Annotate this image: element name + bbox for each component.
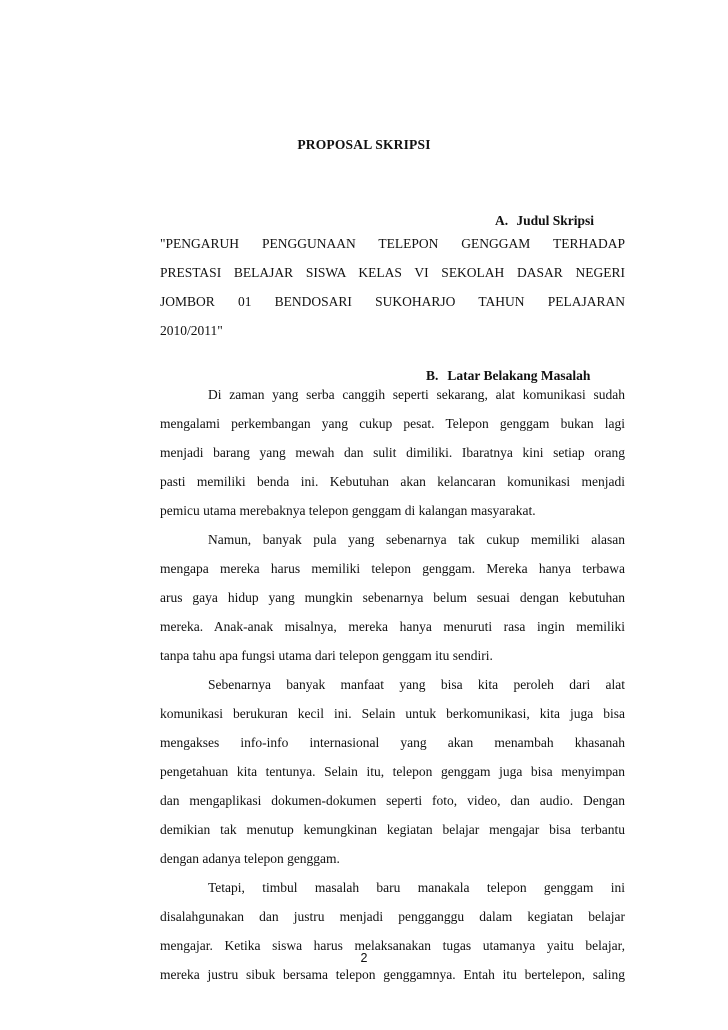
- paragraph-line: mengajar. Ketika siswa harus melaksanakan tugas utamanya yaitu belajar,: [160, 938, 625, 953]
- paragraph-line: Di zaman yang serba canggih seperti sekarang, alat komunikasi sudah: [208, 387, 625, 402]
- paragraph-line: komunikasi berukuran kecil ini. Selain untuk berkomunikasi, kita juga bisa: [160, 706, 625, 721]
- paragraph-line: menjadi barang yang mewah dan sulit dimiliki. Ibaratnya kini setiap orang: [160, 445, 625, 460]
- paragraph-line: pengetahuan kita tentunya. Selain itu, telepon genggam juga bisa menyimpan: [160, 764, 625, 779]
- paragraph-line: mereka. Anak-anak misalnya, mereka hanya menuruti rasa ingin memiliki: [160, 619, 625, 634]
- paragraph-line: dan mengaplikasi dokumen-dokumen seperti foto, video, dan audio. Dengan: [160, 793, 625, 808]
- thesis-title-line: "PENGARUH PENGGUNAAN TELEPON GENGGAM TERHADAP: [160, 236, 625, 251]
- body-text: [160, 380, 625, 989]
- page-title: PROPOSAL SKRIPSI: [297, 137, 431, 152]
- section-a-number: A.: [495, 213, 509, 228]
- paragraph-line: pasti memiliki benda ini. Kebutuhan akan kelancaran komunikasi menjadi: [160, 474, 625, 489]
- paragraph-line: tanpa tahu apa fungsi utama dari telepon genggam itu sendiri.: [160, 648, 493, 663]
- thesis-title-line: JOMBOR 01 BENDOSARI SUKOHARJO TAHUN PELAJARAN: [160, 294, 625, 309]
- thesis-title: [160, 229, 625, 345]
- paragraph-line: mengakses info-info internasional yang akan menambah khasanah: [160, 735, 625, 750]
- paragraph-line: Sebenarnya banyak manfaat yang bisa kita peroleh dari alat: [208, 677, 625, 692]
- section-a-title: Judul Skripsi: [516, 213, 595, 228]
- page-number: 2: [360, 951, 368, 965]
- paragraph-line: demikian tak menutup kemungkinan kegiatan belajar mengajar bisa terbantu: [160, 822, 625, 837]
- thesis-title-line: PRESTASI BELAJAR SISWA KELAS VI SEKOLAH DASAR NEGERI: [160, 265, 625, 280]
- paragraph-line: Tetapi, timbul masalah baru manakala telepon genggam ini: [208, 880, 625, 895]
- thesis-title-line: 2010/2011": [160, 323, 223, 338]
- paragraph-line: disalahgunakan dan justru menjadi pengganggu dalam kegiatan belajar: [160, 909, 625, 924]
- paragraph-line: Namun, banyak pula yang sebenarnya tak cukup memiliki alasan: [208, 532, 625, 547]
- paragraph-line: mengalami perkembangan yang cukup pesat. Telepon genggam bukan lagi: [160, 416, 625, 431]
- paragraph-line: dengan adanya telepon genggam.: [160, 851, 340, 866]
- section-a-heading: [495, 213, 594, 229]
- section-b-title: Latar Belakang Masalah: [447, 368, 591, 383]
- paragraph-line: arus gaya hidup yang mungkin sebenarnya belum sesuai dengan kebutuhan: [160, 590, 625, 605]
- section-b-number: B.: [426, 368, 439, 383]
- paragraph-line: pemicu utama merebaknya telepon genggam di kalangan masyarakat.: [160, 503, 536, 518]
- paragraph-line: mereka justru sibuk bersama telepon genggamnya. Entah itu bertelepon, saling: [160, 967, 625, 982]
- paragraph-line: mengapa mereka harus memiliki telepon genggam. Mereka hanya terbawa: [160, 561, 625, 576]
